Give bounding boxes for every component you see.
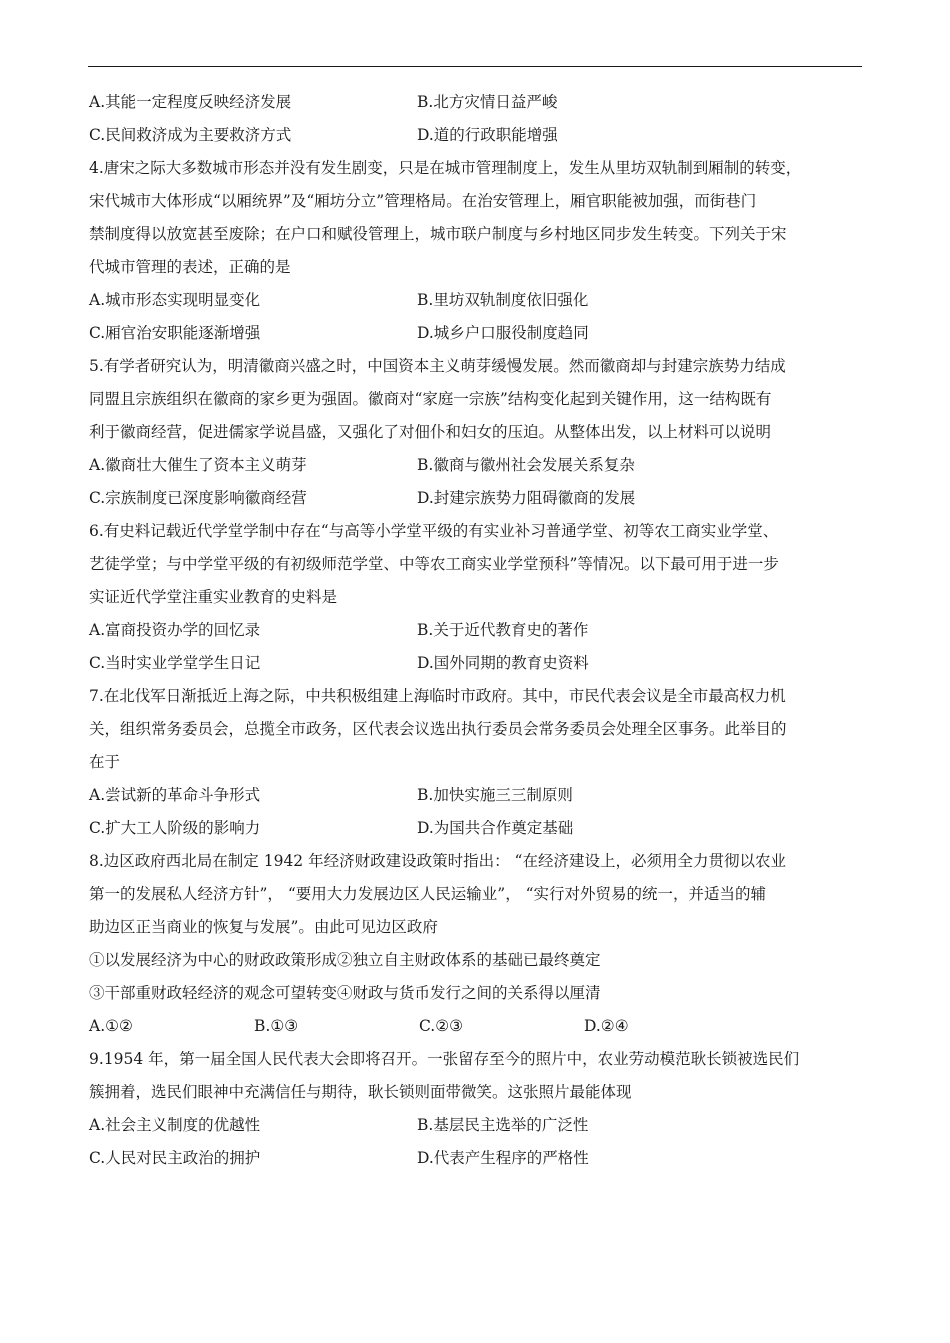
q4-option-a[interactable]: A.城市形态实现明显变化 [89,291,261,309]
question-8-line: 第一的发展私人经济方针”， “要用大力发展边区人民运输业”， “实行对外贸易的统一，并适当的辅 [89,885,767,903]
q7-option-c[interactable]: C.扩大工人阶级的影响力 [89,819,261,837]
q8-option-b[interactable]: B.①③ [254,1017,299,1035]
question-8-line: 8.边区政府西北局在制定 1942 年经济财政建设政策时指出： “在经济建设上，必须用全力贯彻以农业 [89,852,786,870]
q9-option-d[interactable]: D.代表产生程序的严格性 [417,1149,589,1167]
question-5-line: 同盟且宗族组织在徽商的家乡更为强固。徽商对“家庭一宗族”结构变化起到关键作用，这一结构既有 [89,390,772,408]
q3-options-row-2 [89,119,865,152]
question-6-line: 6.有史料记载近代学堂学制中存在“与高等小学堂平级的有实业补习普通学堂、初等农工商实业学堂、 [89,522,779,540]
q8-options-row [89,1010,865,1043]
q9-option-a[interactable]: A.社会主义制度的优越性 [89,1116,261,1134]
q6-options-row-2 [89,647,865,680]
q3-option-a[interactable]: A.其能一定程度反映经济发展 [89,93,292,111]
question-6-line: 艺徒学堂；与中学堂平级的有初级师范学堂、中等农工商实业学堂预科”等情况。以下最可用于进一步 [89,555,779,573]
q4-options-row-1 [89,284,865,317]
q7-options-row-1 [89,779,865,812]
q6-options-row-1 [89,614,865,647]
question-8-stem [89,845,865,1010]
question-4-line: 4.唐宋之际大多数城市形态并没有发生剧变，只是在城市管理制度上，发生从里坊双轨制到厢制的转变， [89,159,802,177]
q7-option-d[interactable]: D.为国共合作奠定基础 [417,819,574,837]
question-7-line: 7.在北伐军日渐抵近上海之际，中共积极组建上海临时市政府。其中，市民代表会议是全市最高权力机 [89,687,786,705]
q5-options-row-1 [89,449,865,482]
question-4-stem [89,152,865,284]
q5-option-d[interactable]: D.封建宗族势力阻碍徽商的发展 [417,489,636,507]
question-7-line: 在于 [89,753,121,771]
q5-options-row-2 [89,482,865,515]
q4-options-row-2 [89,317,865,350]
q5-option-c[interactable]: C.宗族制度已深度影响徽商经营 [89,489,307,507]
q5-option-b[interactable]: B.徽商与徽州社会发展关系复杂 [417,456,635,474]
q8-option-a[interactable]: A.①② [89,1017,133,1035]
question-content [89,86,865,1175]
question-8-statement: ①以发展经济为中心的财政政策形成②独立自主财政体系的基础已最终奠定 [89,951,601,969]
q9-option-c[interactable]: C.人民对民主政治的拥护 [89,1149,261,1167]
q4-option-c[interactable]: C.厢官治安职能逐渐增强 [89,324,261,342]
q9-option-b[interactable]: B.基层民主选举的广泛性 [417,1116,589,1134]
question-6-stem [89,515,865,614]
q9-options-row-2 [89,1142,865,1175]
q4-option-b[interactable]: B.里坊双轨制度依旧强化 [417,291,589,309]
q8-option-d[interactable]: D.②④ [584,1017,629,1035]
question-7-line: 关，组织常务委员会，总揽全市政务，区代表会议选出执行委员会常务委员会处理全区事务。此举目的 [89,720,787,738]
q3-options-row-1 [89,86,865,119]
question-4-line: 禁制度得以放宽甚至废除；在户口和赋役管理上，城市联户制度与乡村地区同步发生转变。下列关于宋 [89,225,787,243]
q6-option-b[interactable]: B.关于近代教育史的著作 [417,621,589,639]
q7-options-row-2 [89,812,865,845]
q8-option-c[interactable]: C.②③ [419,1017,464,1035]
question-6-line: 实证近代学堂注重实业教育的史料是 [89,588,338,606]
question-8-line: 助边区正当商业的恢复与发展”。由此可见边区政府 [89,918,438,936]
q3-option-c[interactable]: C.民间救济成为主要救济方式 [89,126,292,144]
question-5-stem [89,350,865,449]
question-4-line: 代城市管理的表述，正确的是 [89,258,291,276]
q6-option-c[interactable]: C.当时实业学堂学生日记 [89,654,261,672]
q7-option-a[interactable]: A.尝试新的革命斗争形式 [89,786,261,804]
question-8-statement: ③干部重财政轻经济的观念可望转变④财政与货币发行之间的关系得以厘清 [89,984,601,1002]
q7-option-b[interactable]: B.加快实施三三制原则 [417,786,573,804]
q6-option-d[interactable]: D.国外同期的教育史资料 [417,654,589,672]
question-9-line: 9.1954 年，第一届全国人民代表大会即将召开。一张留存至今的照片中，农业劳动模范耿长锁被选民们 [89,1050,800,1068]
q4-option-d[interactable]: D.城乡户口服役制度趋同 [417,324,589,342]
question-5-line: 5.有学者研究认为，明清徽商兴盛之时，中国资本主义萌芽缓慢发展。然而徽商却与封建宗族势力结成 [89,357,786,375]
q6-option-a[interactable]: A.富商投资办学的回忆录 [89,621,261,639]
question-9-stem [89,1043,865,1109]
header-rule [88,66,862,67]
question-5-line: 利于徽商经营，促进儒家学说昌盛，又强化了对佃仆和妇女的压迫。从整体出发，以上材料可以说明 [89,423,772,441]
q3-option-d[interactable]: D.道的行政职能增强 [417,126,558,144]
question-9-line: 簇拥着，选民们眼神中充满信任与期待，耿长锁则面带微笑。这张照片最能体现 [89,1083,632,1101]
q3-option-b[interactable]: B.北方灾情日益严峻 [417,93,558,111]
question-4-line: 宋代城市大体形成“以厢统界”及“厢坊分立”管理格局。在治安管理上，厢官职能被加强，而街巷门 [89,192,757,210]
q5-option-a[interactable]: A.徽商壮大催生了资本主义萌芽 [89,456,307,474]
question-7-stem [89,680,865,779]
q9-options-row-1 [89,1109,865,1142]
